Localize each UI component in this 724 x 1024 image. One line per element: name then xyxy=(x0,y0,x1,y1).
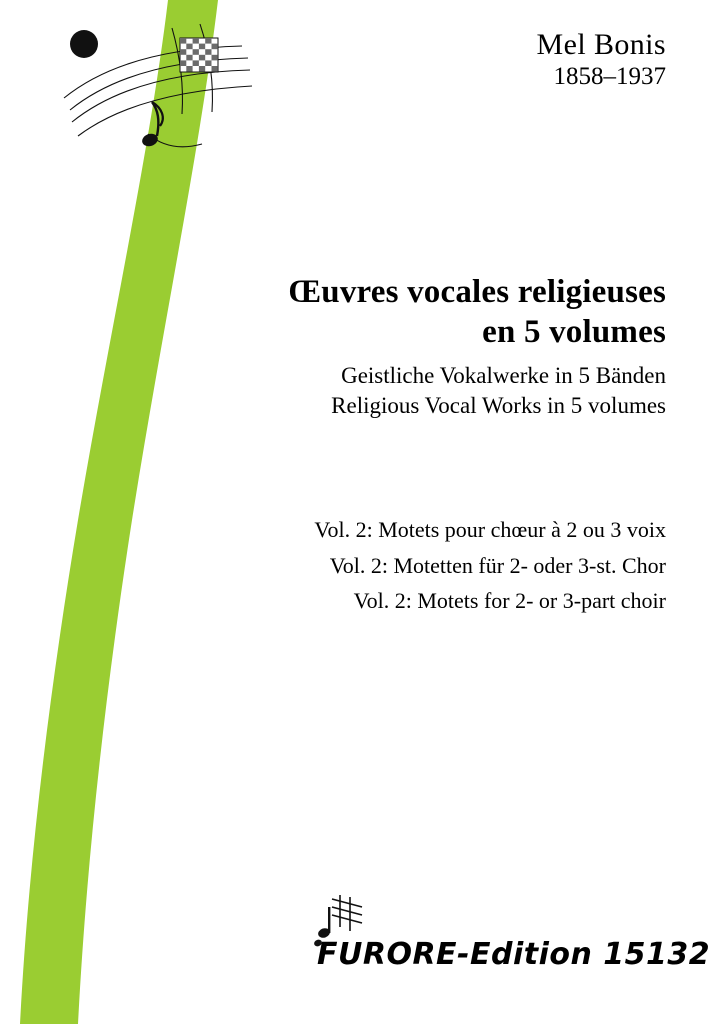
music-notation-doodle xyxy=(52,14,272,164)
note-head-dot xyxy=(70,30,98,58)
title-line-2: en 5 volumes xyxy=(482,314,666,351)
title-line-1: Œuvres vocales religieuses xyxy=(288,274,666,310)
title-block xyxy=(146,272,666,422)
title-subtitle-english: Religious Vocal Works in 5 volumes xyxy=(331,393,666,419)
publisher-block xyxy=(310,893,711,993)
publisher-label: FURORE-Edition 15132 xyxy=(317,937,711,972)
volume-line-french: Vol. 2: Motets pour chœur à 2 ou 3 voix xyxy=(314,517,666,542)
checker-square xyxy=(180,38,218,72)
volume-line-german: Vol. 2: Motetten für 2- oder 3-st. Chor xyxy=(329,552,666,578)
title-subtitle-german: Geistliche Vokalwerke in 5 Bänden xyxy=(341,362,666,388)
composer-dates: 1858–1937 xyxy=(553,62,666,90)
composer-name: Mel Bonis xyxy=(536,28,666,61)
volume-list xyxy=(106,512,666,619)
composer-block xyxy=(537,28,666,91)
volume-line-english: Vol. 2: Motets for 2- or 3-part choir xyxy=(353,588,666,614)
